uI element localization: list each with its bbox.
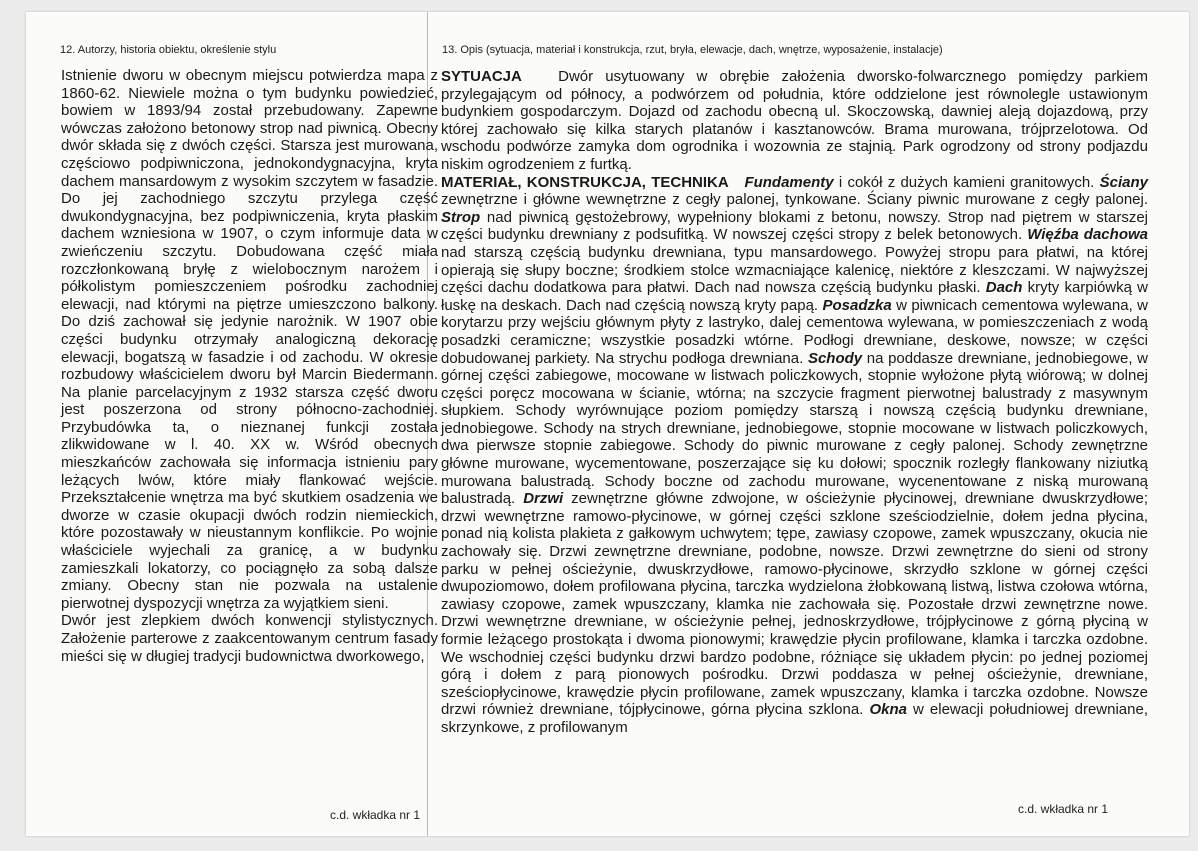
situation-text: Dwór usytuowany w obrębie założenia dworsko-folwarcznego pomiędzy parkiem przylegającym od północy, a podwórzem od południa, które oddzielone jest równolegle ustawionym budynkiem gospodarczym. Dojazd od zachodu obecną ul. Skoczowską, dawniej aleją dojazdową, przy której zachowało się kilka starych platanów i kasztanowców. Brama murowana, trójprzelotowa. Od wschodu podwórze zamyka dom ogrodnika i wozownia ze stajnią. Park ogrodzony od strony podjazdu niskim ogrodzeniem z furtką. — [441, 68, 1148, 173]
keyword-fundamenty: Fundamenty — [744, 173, 834, 191]
materials-paragraph — [441, 174, 1148, 737]
keyword-wiezba: Więźba dachowa — [1027, 226, 1148, 244]
section-heading-materials: MATERIAŁ, KONSTRUKCJA, TECHNIKA — [441, 173, 729, 191]
field-label-authors-history: 12. Autorzy, historia obiektu, określenie stylu — [60, 44, 277, 56]
keyword-schody: Schody — [807, 349, 863, 367]
text-wiezba: nad starszą częścią budynku drewniana, typu mansardowego. Powyżej stropu para płatwi, na której opierają się słupy boczne; środkiem stolce wzmacniające kalenicę, niektóre z kleszczami. W najwyższej części dachu dodatkowa para płatwi. Dach nad nowsza częścią budynku płaski. — [441, 243, 1148, 297]
text-schody: na poddasze drewniane, jednobiegowe, w górnej części zabiegowe, mocowane w listwach policzkowych, stopnie wyłożone płytą wiórową; w dolnej części poręcz mocowana w ścianie, wtórna; na szczycie fragment pierwotnej balustrady z masywnym słupkiem. Schody wyrównujące poziom pomiędzy starszą i nowszą częścią budynku drewniane, jednobiegowe. Schody na strych drewniane, jednobiegowe, stopnie mocowane w listwach policzkowych, dwa pierwsze stopnie zabiegowe. Schody do piwnic murowane z cegły palonej. Schody zewnętrzne główne murowane, wycementowane, poszerzające się ku dołowi; spocznik rozległy flankowany niziutką murowana balustradą. Schody boczne od zachodu murowane, wycenentowane z niską murowaną balustradą. — [441, 349, 1148, 508]
description-paragraph — [441, 68, 1148, 174]
text-drzwi: zewnętrzne główne zdwojone, w ościeżynie płycinowej, drewniane dwuskrzydłowe; drzwi wewnętrzne ramowo-płycinowe, w górnej części szklone sześciodzielnie, dołem jedna płycina, ponad nią kolista plakieta z gałkowym uchwytem; tępe, zawiasy czopowe, zamek wpuszczany, okucia nie zachowały się. Drzwi zewnętrzne drewniane, podobne, nowsze. Drzwi zewnętrzne do sieni od strony parku w pełnej ościeżynie, dwuskrzydłowe, ramowo-płycinowe, skrzydło szklone w górnej części dwupoziomowo, dołem profilowana płycina, tarczka wydzielona żłobkowaną listwą, listwa czołowa wtórna, zawiasy czopowe, zamek wpuszczany, klamka nie zachowała się. Pozostałe drzwi zewnętrzne nowe. Drzwi wewnętrzne drewniane, w ościeżynie pełnej, jednoskrzydłowe, trójpłycinowe z górną płyciną w formie leżącego prostokąta i dwoma pionowymi; krawędzie płycin profilowane, klamka i tarczka ozdobne. We wschodniej części budynku drzwi bardzo podobne, różniące się układem płycin: po jednej poziomej górą i dołem z parą pionowych pośrodku. Drzwi poddasza w pełnej ościeżynie, drewniane, sześciopłycinowe, krawędzie płycin profilowane, zamek wpuszczany, klamka i tarczka ozdobne. Nowsze drzwi również drewniane, tójpłycinowe, górna płycina szklona. — [441, 490, 1148, 719]
keyword-drzwi: Drzwi — [523, 490, 564, 508]
text-sciany: zewnętrzne i główne wewnętrzne z cegły palonej, tynkowane. Ściany piwnic murowane z cegły palonej. — [441, 191, 1148, 209]
keyword-sciany: Ściany — [1099, 173, 1148, 191]
description-text-column — [441, 68, 1148, 737]
keyword-dach: Dach — [985, 279, 1023, 297]
field-label-description: 13. Opis (sytuacja, materiał i konstrukcja, rzut, bryła, elewacje, dach, wnętrze, wyposażenie, instalacje) — [442, 44, 943, 56]
continuation-note-right: c.d. wkładka nr 1 — [1018, 802, 1109, 816]
text-fundamenty: i cokół z dużych kamieni granitowych. — [833, 173, 1095, 191]
style-paragraph: Dwór jest zlepkiem dwóch konwencji stylistycznych. Założenie parterowe z zaakcentowanym centrum fasady mieści się w długiej tradycji budownictwa dworkowego, — [61, 612, 438, 665]
keyword-posadzka: Posadzka — [822, 296, 892, 314]
text-dach: kryty karpiówką w łuskę na deskach. Dach nad częścią nowszą kryty papą. — [441, 279, 1148, 314]
section-heading-situation: SYTUACJA — [441, 68, 522, 85]
continuation-note-left: c.d. wkładka nr 1 — [330, 808, 421, 822]
history-text-column — [61, 67, 438, 665]
text-strop: nad piwnicą gęstożebrowy, wypełniony blokami z betonu, nowszy. Strop nad piętrem w starszej części budynku drewniany z podsufitką. W nowszej części stropy z belek betonowych. — [441, 208, 1148, 244]
text-okna: w elewacji południowej drewniane, skrzynkowe, z profilowanym — [441, 701, 1148, 736]
history-paragraph: Istnienie dworu w obecnym miejscu potwierdza mapa z 1860-62. Niewiele można o tym budynku powiedzieć, bowiem w 1893/94 został przebudowany. Zapewne wówczas założono betonowy strop nad piwnicą. Obecny dwór składa się z dwóch części. Starsza jest murowana, częściowo podpiwniczona, jednokondygnacyjna, kryta dachem mansardowym z wysokim szczytem w fasadzie. Do jej zachodniego szczytu przylega część dwukondygnacyjna, bez podpiwniczenia, kryta płaskim dachem wzniesiona w 1907, o czym informuje data w zwieńczeniu szczytu. Dobudowana część miała rozczłonkowaną bryłę z wielobocznym narożem i półkolistym pomieszczeniem pośrodku zachodniej elewacji, nad którymi na piętrze umieszczono balkony. Do dziś zachował się jedynie narożnik. W 1907 obie części budynku otrzymały analogiczną dekorację elewacji, bogatszą w fasadzie i od zachodu. W okresie rozbudowy właścicielem dworu był Marcin Biedermann. Na planie parcelacyjnym z 1932 starsza część dworu jest poszerzona od strony północno-zachodniej. Przybudówka ta, o nieznanej funkcji została zlikwidowane w l. 40. XX w. Wśród obecnych mieszkańców zachowała się informacja istnieniu pary leżących lwów, które miały flankować wejście. Przekształcenie wnętrza ma być skutkiem osadzenia we dworze w czasie okupacji dwóch rodzin niemieckich, które pozostawały w nieustannym konflikcie. Po wojnie właściciele wyjechali za granicę, a w budynku zamieszkali lokatorzy, co pociągnęło za sobą dalsze zmiany. Obecny stan nie pozwala na ustalenie pierwotnej dyspozycji wnętrza za wyjątkiem sieni. — [61, 67, 438, 612]
text-posadzka: w piwnicach cementowa wylewana, w korytarzu przy wejściu głównym płyty z lastryko, dalej cementowa wylewana, w pomieszczeniach z wodą posadzki ceramiczne; wszystkie posadzki wtórne. Podłogi drewniane, deskowe, nowsze; w części dobudowanej parkiety. Na strychu podłoga drewniana. — [441, 296, 1148, 367]
keyword-okna: Okna — [869, 701, 907, 719]
keyword-strop: Strop — [441, 208, 481, 226]
